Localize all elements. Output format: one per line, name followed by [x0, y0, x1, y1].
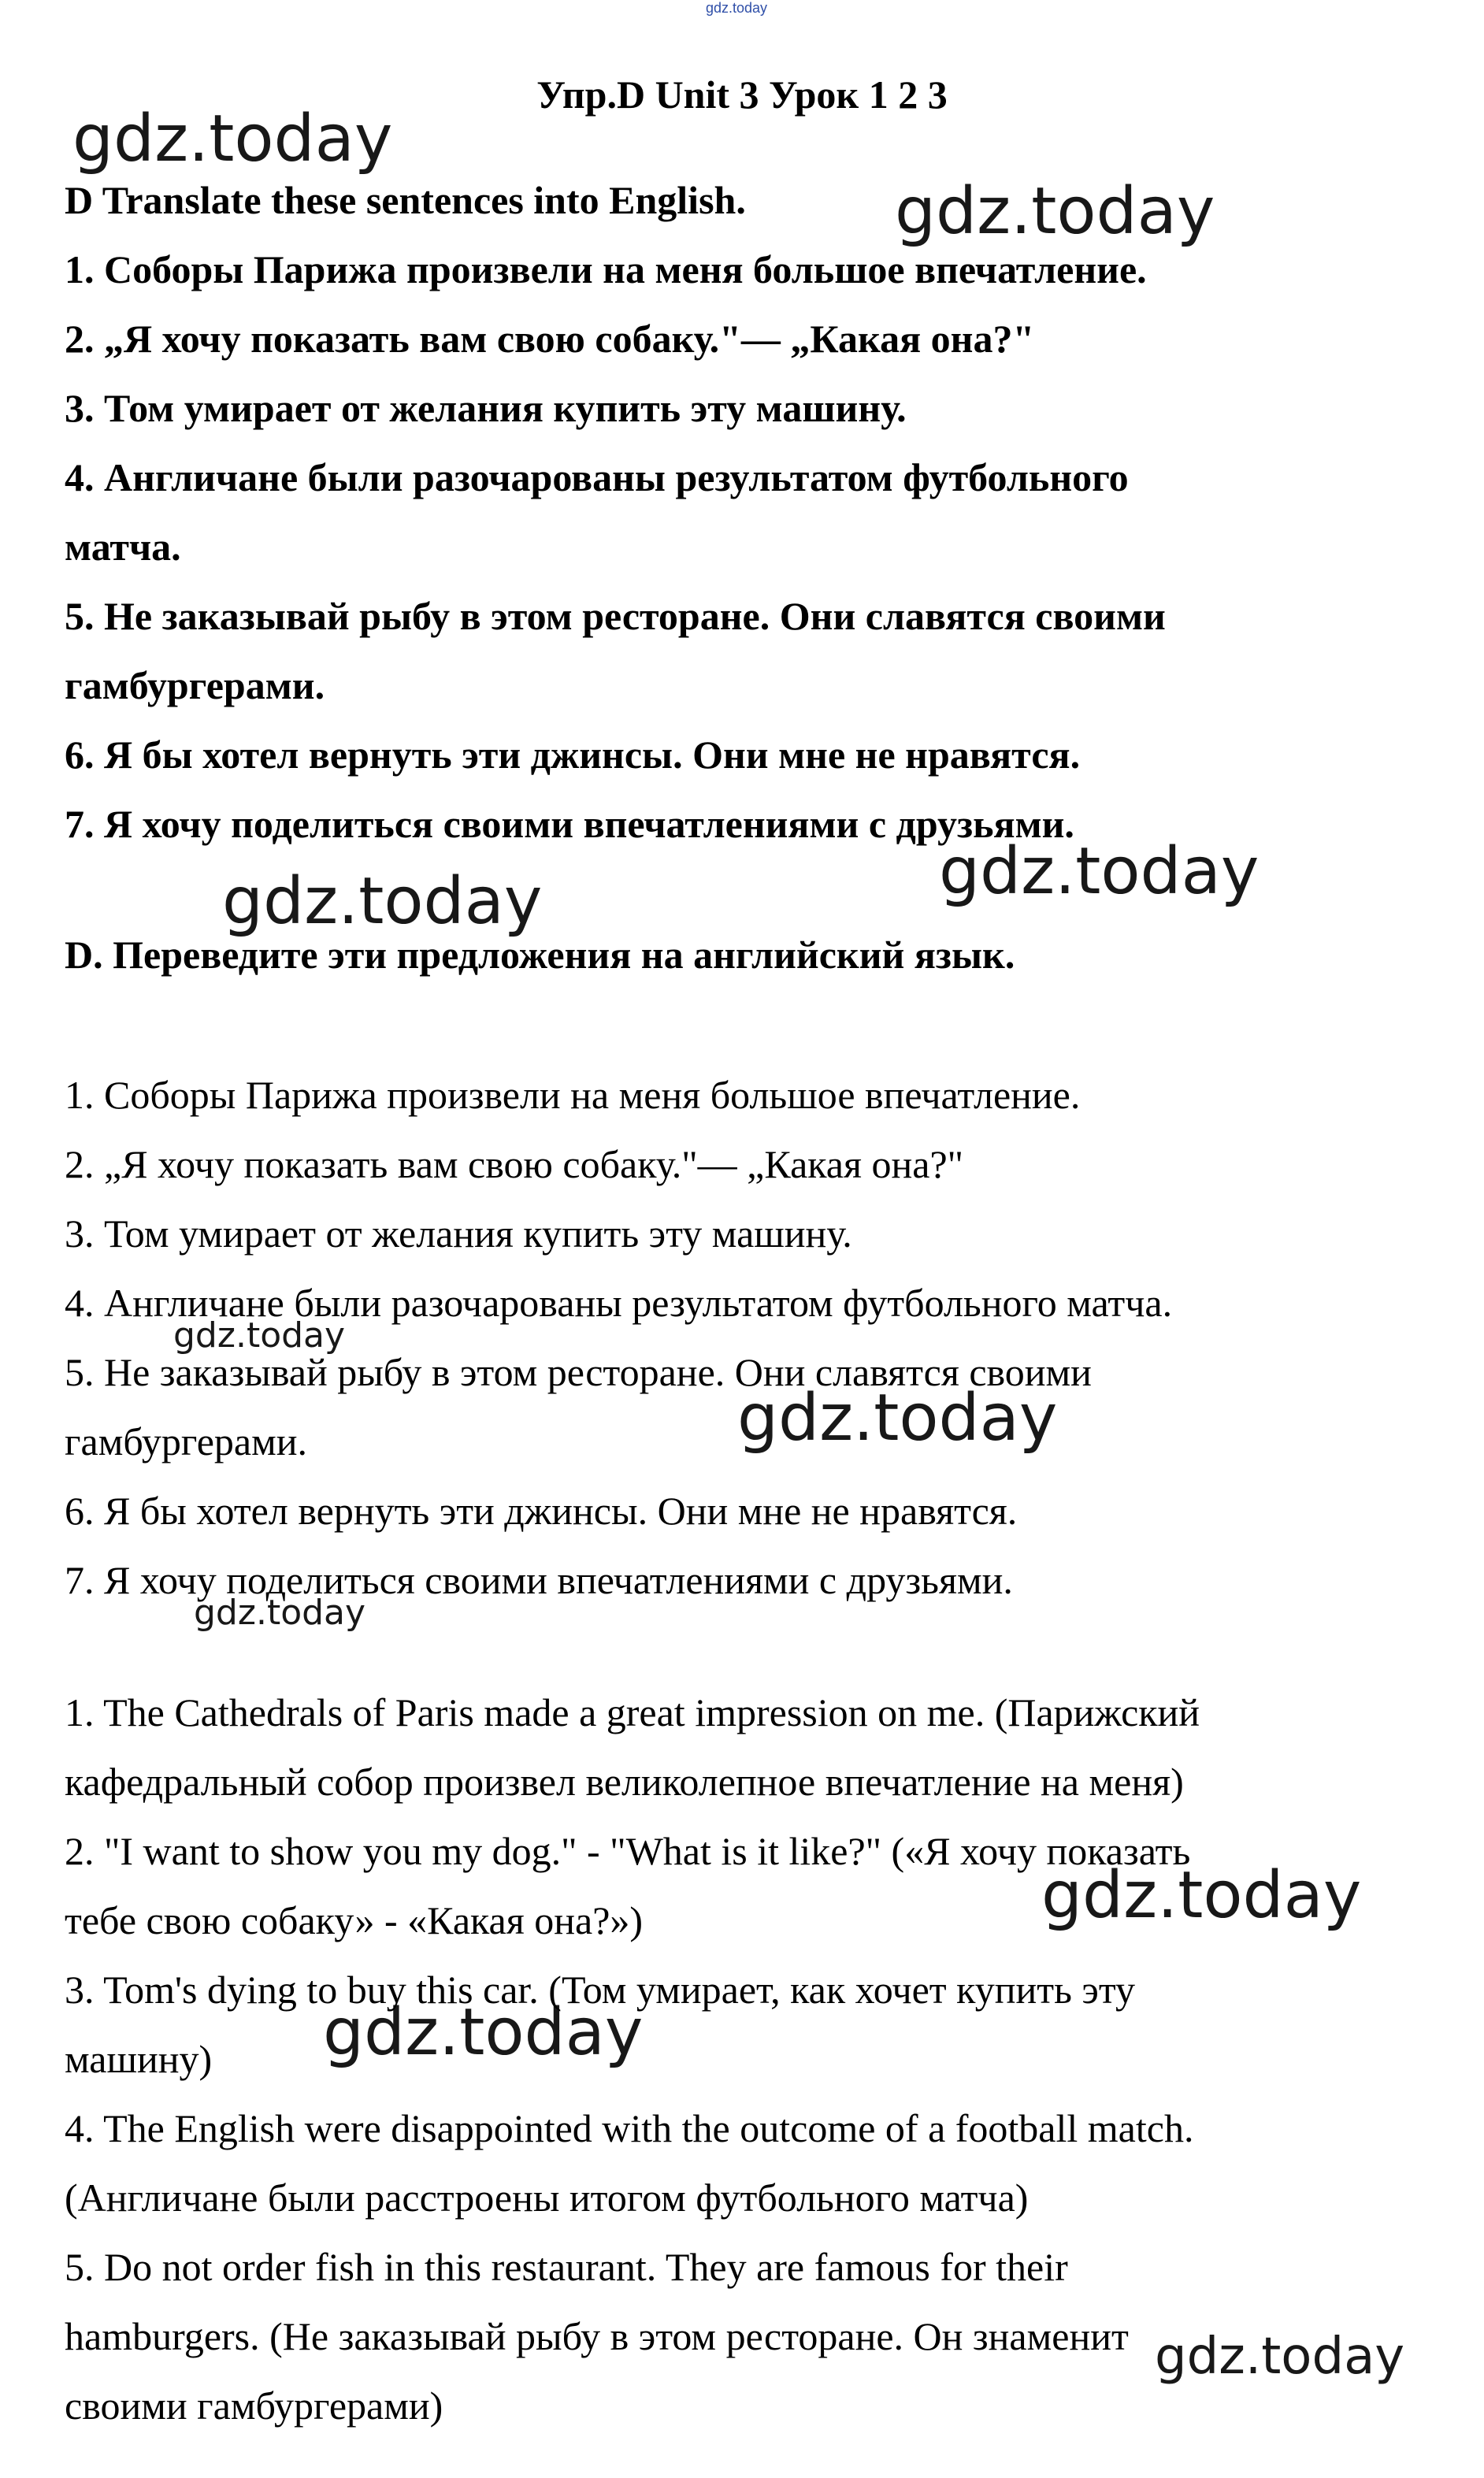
watermark: gdz.today: [173, 1315, 346, 1356]
answer-line: 2. "I want to show you my dog." - "What is it like?" («Я хочу показать: [65, 1829, 1191, 1873]
task-ru-line: 4. Англичане были разочарованы результатом футбольного матча.: [65, 1281, 1173, 1325]
watermark: gdz.today: [323, 1995, 644, 2070]
task-ru-line: 7. Я хочу поделиться своими впечатлениями с друзьями.: [65, 1558, 1013, 1602]
task-en-line: 4. Англичане были разочарованы результатом футбольного: [65, 455, 1129, 499]
answer-line: (Англичане были расстроены итогом футбольного матча): [65, 2176, 1029, 2220]
watermark: gdz.today: [1155, 2328, 1405, 2386]
answer-line: кафедральный собор произвел великолепное впечатление на меня): [65, 1760, 1184, 1804]
answer-line: 5. Do not order fish in this restaurant. They are famous for their: [65, 2245, 1068, 2289]
answer-line: машину): [65, 2037, 213, 2081]
answer-line: 1. The Cathedrals of Paris made a great impression on me. (Парижский: [65, 1690, 1200, 1734]
page-title: Упр.D Unit 3 Урок 1 2 3: [536, 72, 948, 117]
watermark: gdz.today: [194, 1593, 366, 1633]
task-en-line: гамбургерами.: [65, 663, 325, 707]
task-ru-line: гамбургерами.: [65, 1419, 308, 1463]
watermark: gdz.today: [72, 102, 393, 176]
answer-line: 4. The English were disappointed with the outcome of a football match.: [65, 2106, 1194, 2150]
task-ru-line: 1. Соборы Парижа произвели на меня большое впечатление.: [65, 1073, 1081, 1117]
task-en-line: 7. Я хочу поделиться своими впечатлениями с друзьями.: [65, 802, 1074, 846]
task-en-line: 5. Не заказывай рыбу в этом ресторане. Они славятся своими: [65, 594, 1166, 638]
task-ru-line: 3. Том умирает от желания купить эту машину.: [65, 1211, 852, 1256]
answer-line: 3. Tom's dying to buy this car. (Том умирает, как хочет купить эту: [65, 1968, 1136, 2012]
answer-line: hamburgers. (Не заказывай рыбу в этом ресторане. Он знаменит: [65, 2314, 1129, 2358]
task-en-heading: D Translate these sentences into English.: [65, 178, 746, 222]
answers-block: [65, 1678, 1419, 2440]
answer-line: своими гамбургерами): [65, 2383, 443, 2428]
answer-line: тебе свою собаку» - «Какая она?»): [65, 1898, 644, 1942]
task-ru-line: 5. Не заказывай рыбу в этом ресторане. Они славятся своими: [65, 1350, 1092, 1394]
watermark: gdz.today: [939, 834, 1260, 909]
task-ru-heading: D. Переведите эти предложения на английский язык.: [65, 933, 1015, 977]
task-en-line: матча.: [65, 525, 181, 569]
task-en-line: 2. „Я хочу показать вам свою собаку."— „Какая она?": [65, 317, 1035, 361]
watermark: gdz.today: [895, 174, 1215, 249]
task-ru-line: 2. „Я хочу показать вам свою собаку."— „Какая она?": [65, 1142, 964, 1186]
task-en-line: 6. Я бы хотел вернуть эти джинсы. Они мне не нравятся.: [65, 733, 1081, 777]
task-ru-line: 6. Я бы хотел вернуть эти джинсы. Они мне не нравятся.: [65, 1489, 1018, 1533]
watermark: gdz.today: [1041, 1858, 1362, 1933]
site-mark: gdz.today: [706, 0, 768, 16]
task-en-block: [65, 165, 1419, 859]
task-en-line: 3. Том умирает от желания купить эту машину.: [65, 386, 907, 430]
watermark: gdz.today: [222, 864, 543, 939]
task-en-line: 1. Соборы Парижа произвели на меня большое впечатление.: [65, 247, 1147, 291]
watermark: gdz.today: [737, 1381, 1058, 1456]
